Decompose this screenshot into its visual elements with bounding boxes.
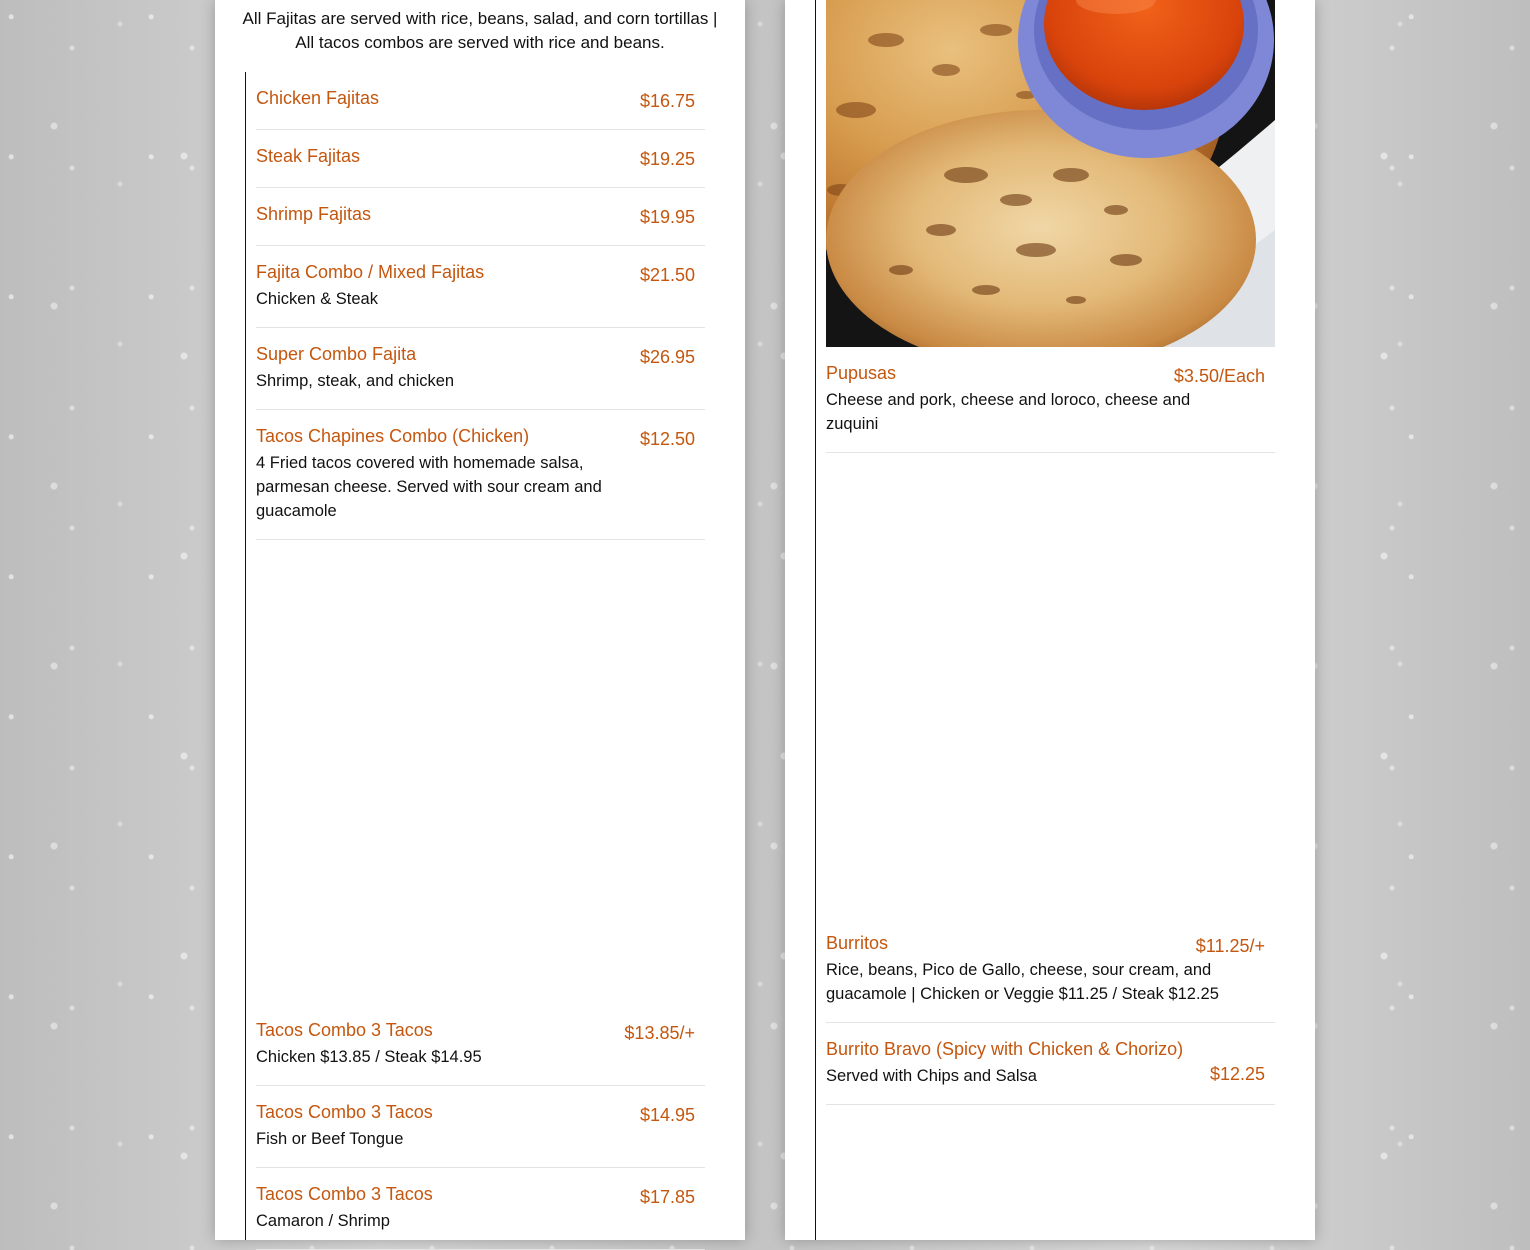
- item-price: $17.85: [639, 1187, 695, 1207]
- item-price: $12.25: [1209, 1064, 1265, 1084]
- item-price: $13.85/+: [624, 1023, 695, 1043]
- item-description: 4 Fried tacos covered with homemade salsa, parmesan cheese. Served with sour cream and guacamole: [256, 454, 602, 520]
- item-price: $19.25: [639, 149, 695, 169]
- menu-item[interactable]: [256, 424, 705, 540]
- menu-item[interactable]: [256, 1018, 705, 1086]
- pupusas-photo: [826, 0, 1275, 347]
- menu-item[interactable]: [826, 1037, 1275, 1105]
- menu-item[interactable]: [256, 342, 705, 410]
- item-price: $3.50/Each: [1173, 366, 1265, 386]
- item-name: Tacos Combo 3 Tacos: [256, 1102, 433, 1122]
- item-description: Served with Chips and Salsa: [826, 1067, 1037, 1085]
- item-price: $12.50: [639, 429, 695, 449]
- item-description: Chicken & Steak: [256, 290, 378, 308]
- menu-item[interactable]: [256, 86, 705, 130]
- item-description: Camaron / Shrimp: [256, 1212, 390, 1230]
- item-price: $21.50: [639, 265, 695, 285]
- item-name: Tacos Combo 3 Tacos: [256, 1184, 433, 1204]
- menu-item[interactable]: [256, 1100, 705, 1168]
- item-name: Tacos Chapines Combo (Chicken): [256, 426, 530, 446]
- item-description: Rice, beans, Pico de Gallo, cheese, sour cream, and guacamole | Chicken or Veggie $11.25 / Steak $12.25: [826, 961, 1219, 1003]
- item-name: Shrimp Fajitas: [256, 204, 372, 224]
- menu-item[interactable]: [256, 202, 705, 246]
- item-description: Chicken $13.85 / Steak $14.95: [256, 1048, 482, 1066]
- fajitas-intro-text: All Fajitas are served with rice, beans, salad, and corn tortillas | All tacos combos are served with rice and beans.: [242, 9, 718, 52]
- section-divider-line: [815, 0, 816, 1240]
- item-name: Burrito Bravo (Spicy with Chicken & Chorizo): [826, 1039, 1184, 1059]
- item-name: Steak Fajitas: [256, 146, 361, 166]
- pupusas-illustration: [826, 0, 1275, 347]
- item-price: $14.95: [639, 1105, 695, 1125]
- item-name: Tacos Combo 3 Tacos: [256, 1020, 433, 1040]
- menu-card-right: [785, 0, 1315, 1240]
- menu-item[interactable]: [826, 361, 1275, 453]
- item-description: Fish or Beef Tongue: [256, 1130, 404, 1148]
- item-price: $11.25/+: [1195, 936, 1265, 956]
- menu-item[interactable]: [256, 144, 705, 188]
- menu-item[interactable]: [826, 931, 1275, 1023]
- item-name: Pupusas: [826, 363, 897, 383]
- section-divider-line: [245, 72, 246, 1240]
- menu-item[interactable]: [256, 260, 705, 328]
- item-description: Cheese and pork, cheese and loroco, cheese and zuquini: [826, 391, 1191, 433]
- item-price: $19.95: [639, 207, 695, 227]
- item-description: Shrimp, steak, and chicken: [256, 372, 455, 390]
- item-name: Burritos: [826, 933, 889, 953]
- menu-card-left: [215, 0, 745, 1240]
- item-name: Fajita Combo / Mixed Fajitas: [256, 262, 485, 282]
- item-name: Super Combo Fajita: [256, 344, 417, 364]
- item-price: $26.95: [639, 347, 695, 367]
- item-price: $16.75: [639, 91, 695, 111]
- item-name: Chicken Fajitas: [256, 88, 380, 108]
